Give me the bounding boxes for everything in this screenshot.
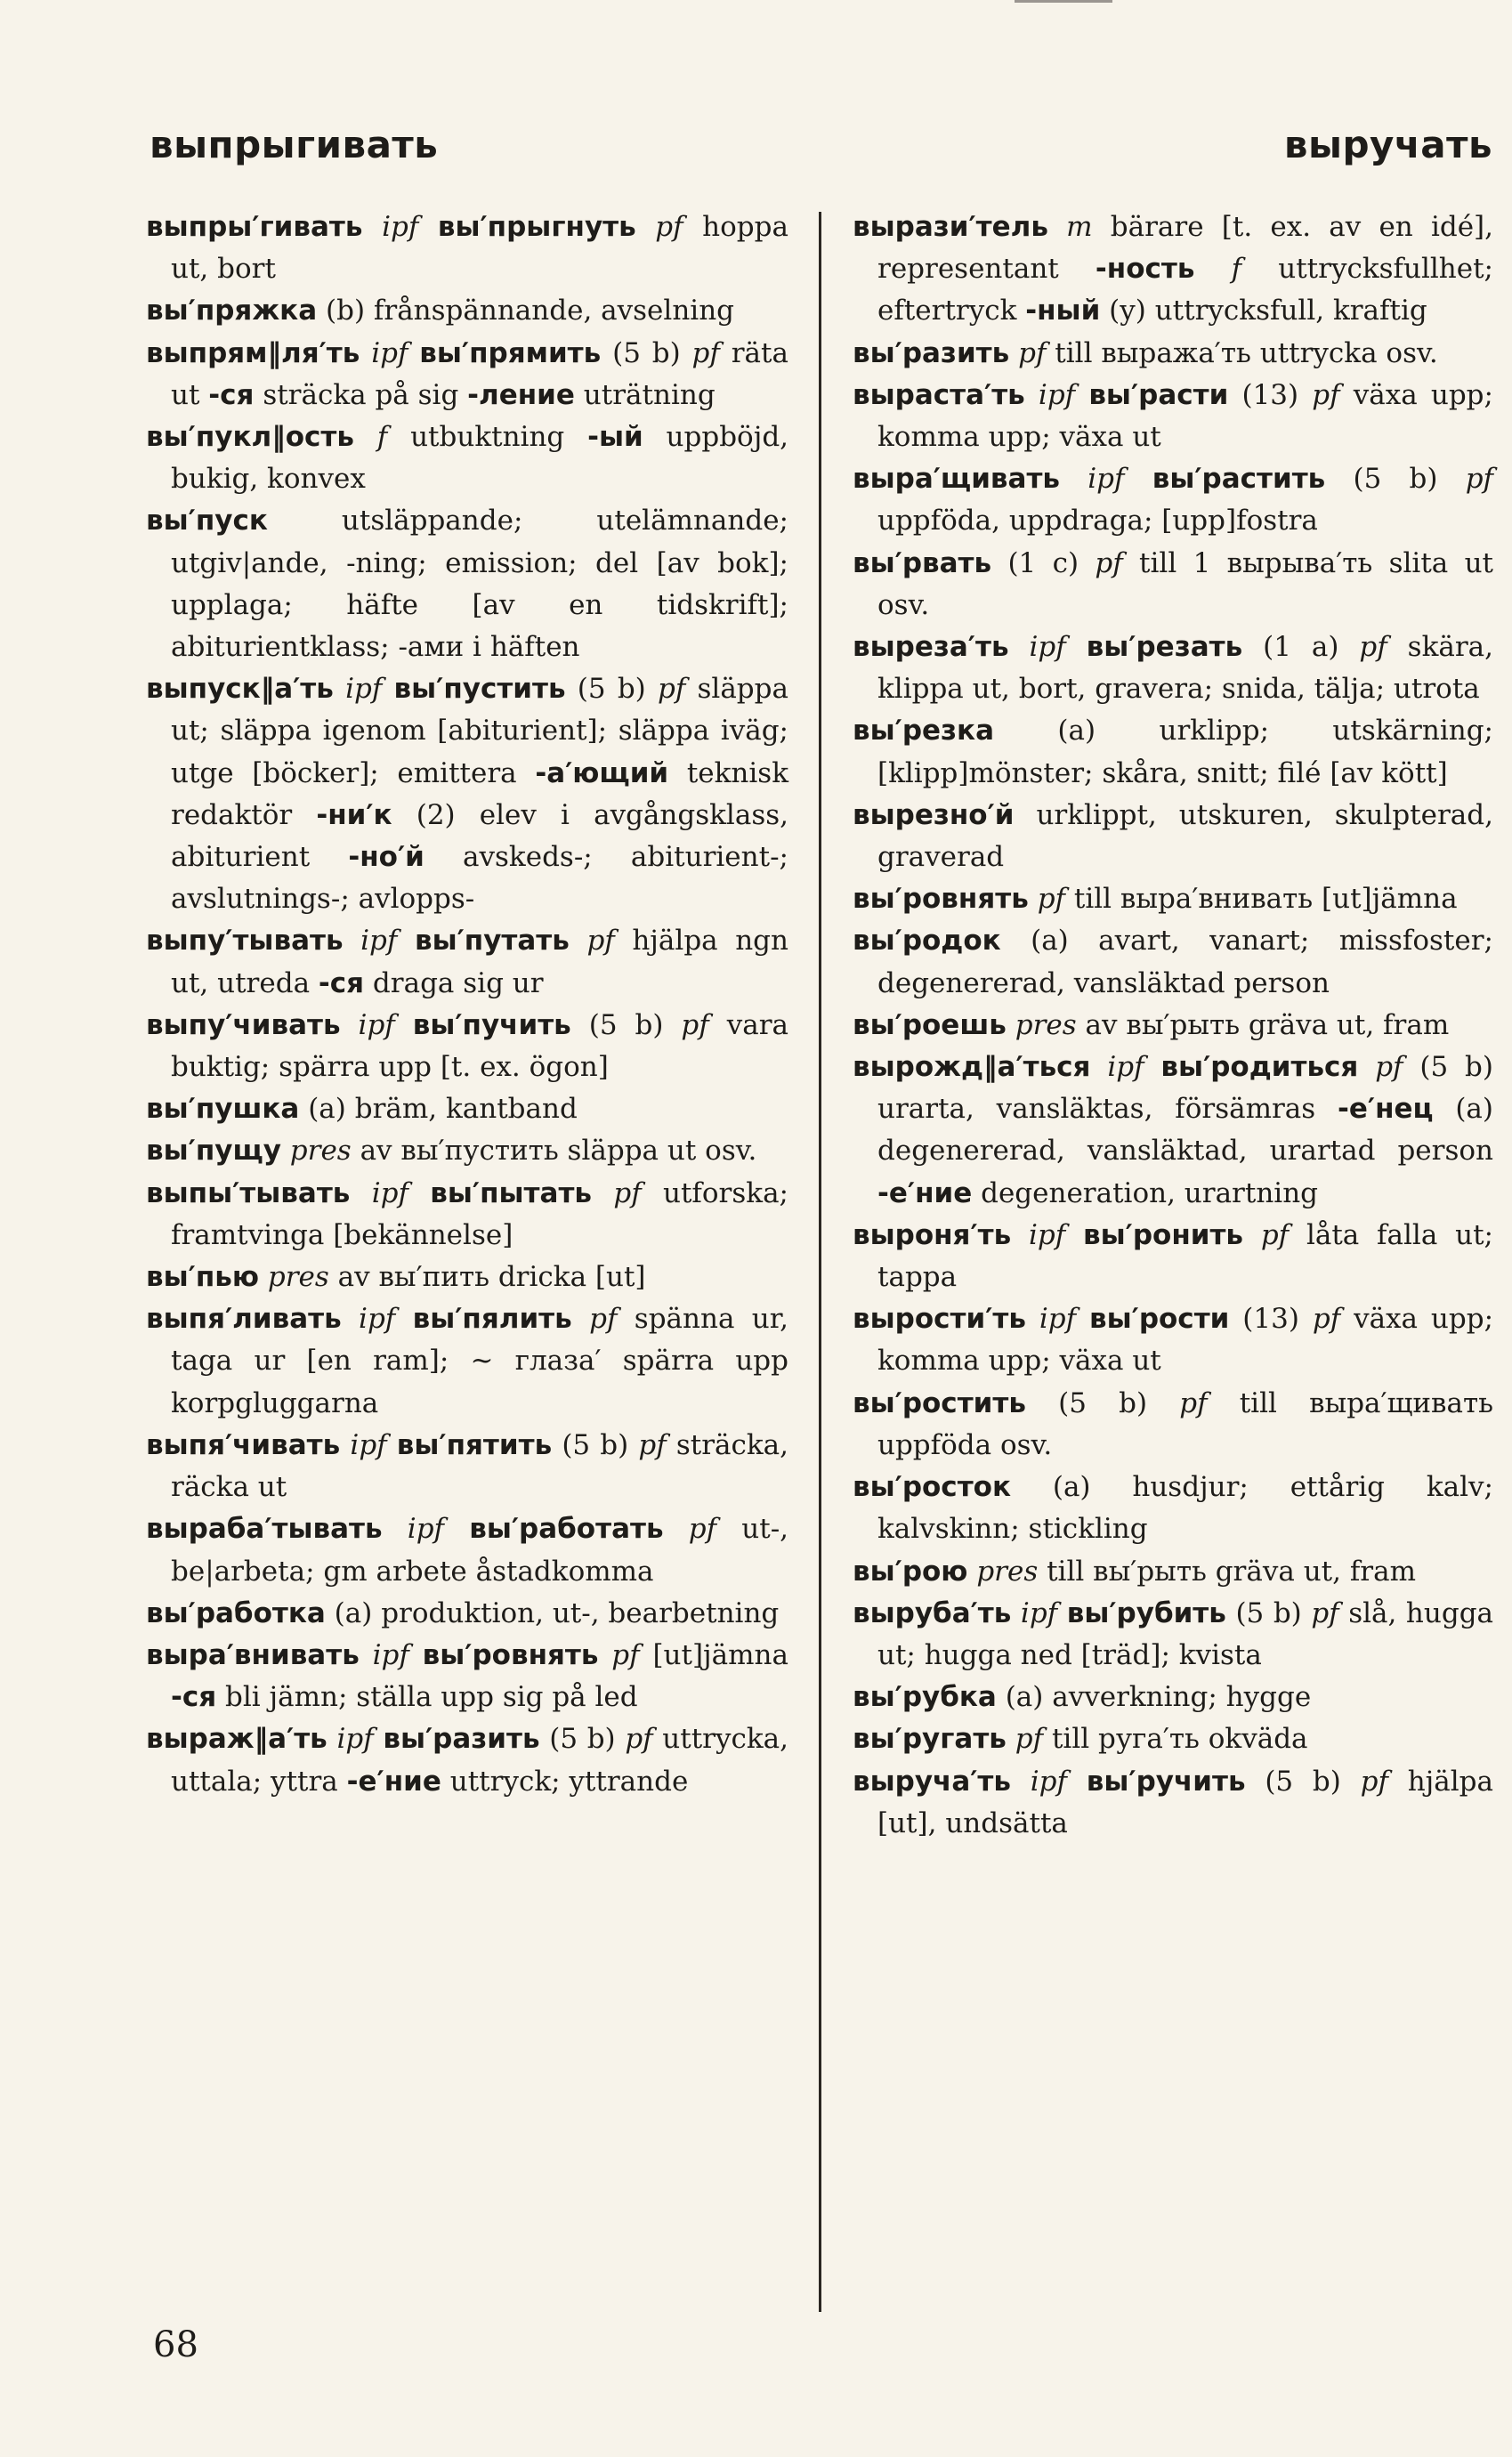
headword: выроня′ть: [853, 1218, 1012, 1251]
grammar-label: pf: [1360, 1765, 1388, 1798]
grammar-label: f: [1231, 253, 1242, 286]
top-edge-mark: [1015, 0, 1112, 3]
headword: вы′ругать: [853, 1723, 1007, 1756]
definition-text: bärare [t. ex. av en idé], representant: [877, 211, 1493, 286]
grammar-label: ipf: [1107, 1051, 1144, 1084]
dictionary-entry: [146, 1298, 788, 1425]
grammar-label: pf: [1465, 463, 1494, 496]
definition-text: (a) urklipp; utskärning; [klipp]mönster; skåra, snitt; filé [av kött]: [877, 715, 1493, 789]
dictionary-entry: [146, 290, 788, 332]
headword: вы′пущу: [146, 1135, 281, 1168]
right-column: [853, 206, 1493, 1845]
definition-text: (a) avart, vanart; missfoster; degenererad, vansläktad person: [877, 925, 1493, 999]
definition-text: (5 b): [1235, 1596, 1302, 1629]
grammar-label: ipf: [350, 1428, 387, 1461]
sub-headword: -ный: [1025, 295, 1101, 327]
page-number: 68: [153, 2324, 198, 2365]
dictionary-entry: [146, 1257, 788, 1298]
definition-text: (5 b): [1265, 1765, 1341, 1798]
dictionary-entry: [853, 1551, 1493, 1593]
headword: вырази′тель: [853, 211, 1048, 243]
headword: выруча′ть: [853, 1765, 1011, 1798]
definition-text: växa upp; komma upp; växa ut: [877, 1303, 1494, 1378]
grammar-label: f: [376, 421, 388, 454]
dictionary-entry: [853, 1047, 1493, 1215]
definition-text: draga sig ur: [372, 966, 544, 999]
headword: выраж‖а′ть: [146, 1723, 327, 1756]
sub-headword: вы′прыгнуть: [437, 211, 636, 243]
grammar-label: ipf: [382, 211, 419, 243]
dictionary-entry: [146, 1508, 788, 1592]
definition-text: räta ut: [171, 336, 788, 411]
dictionary-entry: [853, 1005, 1493, 1047]
definition-text: sträcka på sig: [263, 378, 459, 411]
dictionary-entry: [146, 1635, 788, 1718]
headword: вы′пуск: [146, 505, 268, 537]
grammar-label: ipf: [1038, 378, 1076, 411]
headword: вы′рою: [853, 1555, 968, 1588]
sub-headword: вы′ровнять: [422, 1638, 599, 1671]
headword: выпуск‖а′ть: [146, 673, 334, 706]
sub-headword: -е′ние: [346, 1765, 441, 1798]
dictionary-entry: [853, 543, 1493, 626]
definition-text: av вы′рыть gräva ut, fram: [1085, 1008, 1450, 1041]
dictionary-entry: [853, 878, 1493, 920]
dictionary-entry: [146, 416, 788, 500]
definition-text: uttryck; yttrande: [449, 1765, 689, 1798]
dictionary-entry: [853, 920, 1493, 1004]
dictionary-entry: [146, 1088, 788, 1130]
dictionary-entry: [146, 920, 788, 1004]
definition-text: slå, hugga ut; hugga ned [träd]; kvista: [877, 1596, 1494, 1671]
sub-headword: вы′ронить: [1083, 1218, 1244, 1251]
grammar-label: ipf: [1020, 1596, 1058, 1629]
definition-text: uttrycksfullhet; eftertryck: [877, 253, 1493, 327]
sub-headword: -ый: [587, 421, 643, 454]
headword: выра′щивать: [853, 463, 1061, 496]
headword: вы′пушка: [146, 1093, 300, 1126]
grammar-label: pf: [1037, 883, 1066, 916]
dictionary-entry: [853, 206, 1493, 333]
definition-text: (5 b): [1058, 1386, 1148, 1419]
sub-headword: -ся: [318, 966, 365, 999]
headword: выпу′тывать: [146, 925, 344, 958]
dictionary-entry: [146, 668, 788, 920]
sub-headword: -ся: [171, 1681, 217, 1714]
grammar-label: pf: [1179, 1386, 1208, 1419]
grammar-label: pf: [657, 673, 686, 706]
sub-headword: вы′резать: [1086, 631, 1243, 664]
grammar-label: ipf: [1030, 1765, 1067, 1798]
dictionary-entry: [853, 710, 1493, 794]
headword: вы′пряжка: [146, 295, 318, 327]
grammar-label: pres: [1015, 1008, 1077, 1041]
definition-text: teknisk redaktör: [171, 756, 788, 831]
definition-text: (13): [1242, 1303, 1299, 1336]
definition-text: (5 b) urarta, vansläktas, försämras: [877, 1051, 1493, 1126]
grammar-label: pf: [1375, 1051, 1403, 1084]
definition-text: utsläppande; utelämnande; utgiv|ande, -ning; emission; del [av bok]; upplaga; häfte [av en tidskrift]; abiturientklass; -ами i häften: [171, 505, 788, 664]
definition-text: (a) husdjur; ettårig kalv; kalvskinn; stickling: [877, 1471, 1494, 1546]
grammar-label: ipf: [336, 1723, 374, 1756]
dictionary-entry: [853, 1298, 1493, 1382]
definition-text: till выража′ть uttrycka osv.: [1055, 336, 1438, 369]
dictionary-entry: [146, 1005, 788, 1088]
grammar-label: ipf: [345, 673, 383, 706]
definition-text: (2) elev i avgångsklass, abiturient: [171, 798, 788, 874]
dictionary-entry: [146, 1425, 788, 1508]
guide-word-right: выручать: [1283, 123, 1492, 166]
headword: выреза′ть: [853, 631, 1009, 664]
definition-text: (5 b): [562, 1428, 629, 1461]
definition-text: uppföda, uppdraga; [upp]fostra: [877, 505, 1318, 537]
sub-headword: -е′ние: [877, 1176, 973, 1209]
headword: выраста′ть: [853, 378, 1025, 411]
sub-headword: вы′рости: [1089, 1303, 1230, 1336]
grammar-label: pf: [1311, 1596, 1339, 1629]
definition-text: till вы′рыть gräva ut, fram: [1047, 1555, 1417, 1588]
definition-text: (a) bräm, kantband: [308, 1093, 578, 1126]
definition-text: (5 b): [612, 336, 681, 369]
definition-text: (a) produktion, ut-, bearbetning: [334, 1596, 780, 1629]
headword: выпя′ливать: [146, 1303, 342, 1336]
grammar-label: ipf: [1088, 463, 1125, 496]
headword: выраба′тывать: [146, 1513, 383, 1546]
grammar-label: pf: [1260, 1218, 1290, 1251]
definition-text: till 1 вырыва′ть slita ut osv.: [877, 546, 1493, 621]
grammar-label: m: [1066, 211, 1093, 243]
definition-text: av вы′пить dricka [ut]: [337, 1261, 646, 1294]
sub-headword: вы′пучить: [412, 1008, 571, 1041]
definition-text: (1 c): [1007, 546, 1079, 579]
headword: вырожд‖а′ться: [853, 1051, 1091, 1084]
headword: выпя′чивать: [146, 1428, 341, 1461]
definition-text: utbuktning: [410, 421, 565, 454]
dictionary-entry: [853, 1593, 1493, 1677]
grammar-label: pres: [267, 1261, 329, 1294]
grammar-label: pf: [625, 1723, 653, 1756]
sub-headword: вы′родиться: [1160, 1051, 1359, 1084]
dictionary-entry: [146, 333, 788, 416]
grammar-label: pf: [1015, 1723, 1044, 1756]
sub-headword: вы′пытать: [430, 1176, 593, 1209]
definition-text: (5 b): [549, 1723, 616, 1756]
definition-text: (5 b): [577, 673, 646, 706]
definition-text: växa upp; komma upp; växa ut: [877, 378, 1493, 454]
definition-text: till руга′ть okväda: [1051, 1723, 1308, 1756]
guide-word-left: выпрыгивать: [150, 123, 439, 166]
grammar-label: pf: [688, 1513, 717, 1546]
definition-text: avskeds-; abiturient-; avslutnings-; avlopps-: [171, 841, 788, 916]
definition-text: bli jämn; ställa upp sig på led: [225, 1681, 638, 1714]
definition-text: spänna ur, taga ur [en ram]; ~ глаза′ spärra upp korpgluggarna: [171, 1303, 788, 1419]
definition-text: uttrycka, uttala; yttra: [171, 1723, 788, 1798]
dictionary-entry: [146, 1173, 788, 1257]
sub-headword: вы′путать: [414, 925, 570, 958]
grammar-label: pres: [289, 1135, 352, 1168]
grammar-label: pf: [611, 1638, 640, 1671]
sub-headword: вы′прямить: [419, 336, 602, 369]
definition-text: uträtning: [583, 378, 716, 411]
headword: вы′ростить: [853, 1386, 1026, 1419]
sub-headword: -е′нец: [1338, 1093, 1434, 1126]
headword: выпры′гивать: [146, 211, 363, 243]
headword: вы′родок: [853, 925, 1001, 958]
dictionary-entry: [853, 795, 1493, 878]
definition-text: (a) degenererad, vansläktad, urartad person: [877, 1093, 1493, 1168]
dictionary-entry: [853, 1718, 1493, 1760]
sub-headword: вы′растить: [1152, 463, 1326, 496]
grammar-label: ipf: [371, 1176, 408, 1209]
sub-headword: вы′разить: [383, 1723, 540, 1756]
grammar-label: pf: [1359, 631, 1387, 664]
grammar-label: pf: [1095, 546, 1123, 579]
grammar-label: ipf: [371, 336, 408, 369]
sub-headword: -ся: [208, 378, 255, 411]
dictionary-entry: [853, 1215, 1493, 1298]
grammar-label: ipf: [407, 1513, 445, 1546]
grammar-label: pf: [586, 925, 615, 958]
sub-headword: -ность: [1095, 253, 1195, 286]
definition-text: (1 a): [1263, 631, 1339, 664]
sub-headword: -но′й: [348, 841, 424, 874]
headword: вы′работка: [146, 1596, 326, 1629]
grammar-label: pf: [613, 1176, 642, 1209]
dictionary-entry: [146, 1718, 788, 1802]
definition-text: hoppa ut, bort: [171, 211, 788, 286]
sub-headword: вы′пустить: [393, 673, 566, 706]
grammar-label: pf: [638, 1428, 667, 1461]
definition-text: släppa ut; släppa igenom [abiturient]; släppa iväg; utge [böcker]; emittera: [171, 673, 788, 789]
sub-headword: вы′пялить: [412, 1303, 572, 1336]
grammar-label: ipf: [1039, 1303, 1077, 1336]
definition-text: ut-, be|arbeta; gm arbete åstadkomma: [171, 1513, 789, 1588]
column-divider: [819, 212, 821, 2312]
definition-text: hjälpa ngn ut, utreda: [171, 925, 788, 999]
definition-text: av вы′пустить släppa ut osv.: [360, 1135, 757, 1168]
left-column: [146, 206, 788, 1803]
grammar-label: pf: [1312, 378, 1340, 411]
headword: вырезно′й: [853, 798, 1015, 831]
definition-text: (13): [1241, 378, 1299, 411]
definition-text: hjälpa [ut], undsätta: [877, 1765, 1494, 1839]
grammar-label: pf: [1312, 1303, 1341, 1336]
grammar-label: pf: [655, 211, 683, 243]
sub-headword: -а′ющий: [535, 756, 669, 789]
definition-text: uppböjd, bukig, konvex: [171, 421, 789, 496]
sub-headword: -ни′к: [316, 798, 392, 831]
headword: вы′пью: [146, 1261, 259, 1294]
grammar-label: ipf: [1029, 631, 1066, 664]
grammar-label: pf: [1018, 336, 1047, 369]
dictionary-entry: [853, 1677, 1493, 1718]
definition-text: urklippt, utskuren, skulpterad, graverad: [877, 798, 1493, 874]
headword: вы′ровнять: [853, 883, 1029, 916]
dictionary-entry: [146, 1130, 788, 1172]
dictionary-entry: [853, 375, 1493, 458]
definition-text: till выра′внивать [ut]jämna: [1073, 883, 1458, 916]
headword: вы′пукл‖ость: [146, 421, 354, 454]
grammar-label: pres: [976, 1555, 1039, 1588]
headword: вы′резка: [853, 715, 995, 748]
headword: вырости′ть: [853, 1303, 1026, 1336]
dictionary-entry: [853, 626, 1493, 710]
sub-headword: вы′ручить: [1086, 1765, 1246, 1798]
definition-text: (b) frånspännande, avselning: [326, 295, 735, 327]
definition-text: (a) avverkning; hygge: [1005, 1681, 1312, 1714]
headword: выпрям‖ля′ть: [146, 336, 360, 369]
grammar-label: pf: [681, 1008, 709, 1041]
headword: вы′росток: [853, 1471, 1011, 1504]
definition-text: [ut]jämna: [652, 1638, 788, 1671]
sub-headword: вы′пятить: [396, 1428, 553, 1461]
headword: вы′разить: [853, 336, 1010, 369]
headword: выпы′тывать: [146, 1176, 351, 1209]
grammar-label: pf: [589, 1303, 618, 1336]
grammar-label: ipf: [1029, 1218, 1066, 1251]
definition-text: utforska; framtvinga [bekännelse]: [171, 1176, 788, 1251]
headword: выра′внивать: [146, 1638, 360, 1671]
definition-text: (5 b): [1353, 463, 1438, 496]
dictionary-entry: [853, 1761, 1493, 1845]
dictionary-entry: [853, 1467, 1493, 1550]
sub-headword: вы′расти: [1088, 378, 1229, 411]
grammar-label: ipf: [358, 1008, 395, 1041]
dictionary-entry: [146, 206, 788, 290]
grammar-label: pf: [691, 336, 720, 369]
grammar-label: ipf: [360, 925, 398, 958]
definition-text: sträcka, räcka ut: [171, 1428, 788, 1504]
sub-headword: -ление: [467, 378, 575, 411]
definition-text: till выра′щивать uppföda osv.: [877, 1386, 1494, 1461]
headword: выруба′ть: [853, 1596, 1012, 1629]
sub-headword: вы′рубить: [1066, 1596, 1226, 1629]
dictionary-entry: [853, 1383, 1493, 1467]
dictionary-entry: [146, 500, 788, 668]
headword: выпу′чивать: [146, 1008, 341, 1041]
headword: вы′рвать: [853, 546, 992, 579]
definition-text: (y) uttrycksfull, kraftig: [1109, 295, 1427, 327]
dictionary-entry: [146, 1593, 788, 1635]
headword: вы′рубка: [853, 1681, 997, 1714]
grammar-label: ipf: [372, 1638, 409, 1671]
definition-text: skära, klippa ut, bort, gravera; snida, tälja; utrota: [877, 631, 1494, 706]
headword: вы′роешь: [853, 1008, 1007, 1041]
dictionary-entry: [853, 333, 1493, 375]
grammar-label: ipf: [359, 1303, 396, 1336]
definition-text: degeneration, urartning: [981, 1176, 1319, 1209]
sub-headword: вы′работать: [469, 1513, 664, 1546]
definition-text: vara buktig; spärra upp [t. ex. ögon]: [171, 1008, 789, 1084]
dictionary-entry: [853, 458, 1493, 542]
definition-text: (5 b): [588, 1008, 664, 1041]
definition-text: låta falla ut; tappa: [877, 1218, 1493, 1294]
